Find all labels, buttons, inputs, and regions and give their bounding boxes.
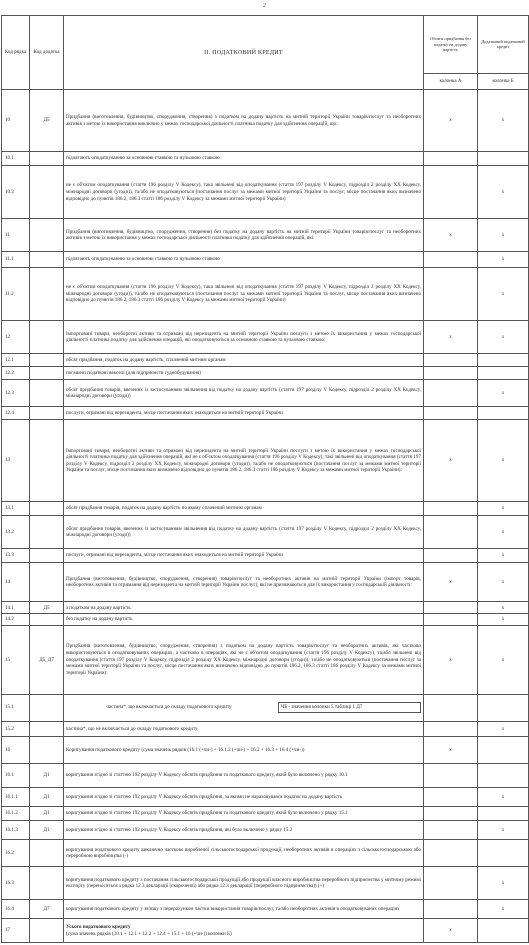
row-code: 16.1.3	[2, 821, 30, 840]
row-description: Коригування податкового кредиту (сума значень рядків (16.1 (+чи-) + 16.1.2 (+чи-) + 16.2 + 16.3 + 16.4 (+чи-))	[64, 737, 424, 764]
row-col-b	[478, 764, 529, 788]
row-description: послуги, отримані від нерезидента, місце постачання яких знаходиться на митній території України	[64, 407, 424, 420]
row-col-a: x	[424, 321, 478, 354]
row-col-a	[424, 380, 478, 407]
table-row	[2, 90, 529, 151]
table-row	[2, 721, 529, 736]
row-deduction-code	[30, 166, 64, 219]
row-code: 17	[2, 919, 30, 943]
row-col-b: x	[478, 380, 529, 407]
row-description: Придбання (виготовлення, будівництво, спорудження, створення) без податку на додану вартість на митній території України товарів/послуг та необоротних активів з метою їх використання у межах господарської діяльності платника податку для здійснення операцій, які:	[64, 219, 424, 252]
row-col-a: x	[424, 737, 478, 764]
row-description: погашені податкові векселі (для підприємств суднобудування)	[64, 367, 424, 380]
row-col-a	[424, 764, 478, 788]
row-code: 11	[2, 219, 30, 252]
table-row	[2, 549, 529, 563]
table-row	[2, 821, 529, 840]
row-description: з податком на додану вартість	[64, 602, 424, 614]
row-deduction-code	[30, 367, 64, 380]
row-col-b	[478, 151, 529, 165]
row-col-a: x	[424, 219, 478, 252]
row-col-b: x	[478, 787, 529, 806]
row-col-a	[424, 721, 478, 736]
row-col-b: x	[478, 166, 529, 219]
row-code: 16.1.1	[2, 787, 30, 806]
col-a-label: колонка А	[424, 73, 478, 90]
row-description: підлягають оподаткуванню за основною ставкою та нульовою ставкою	[64, 252, 424, 267]
header-deduction-code: Код додатка	[30, 16, 64, 90]
row-description: Придбання (виготовлення, будівництво, спорудження, створення) з податком на додану вартість товарів/послуг та необоротних активів, які частково використовуються в оподатковуваних операціях, а частково в операціях, які не є об'єктом оподаткування (стаття 196 розділу V Кодексу), та/або звільнені від оподаткування (стаття 197 розділу V Кодексу, підрозділ 2 розділу XX Кодексу, міжнародні договори (угоди)), та/або не оподатковуються (постачання послуг за межами митної території України та послуг, місце постачання яких визначено відповідно до пунктів 186.2, 186.3 статті 186 розділу V Кодексу за межами митної території України):	[64, 625, 424, 694]
row-deduction-code: Д5, Д7	[30, 625, 64, 694]
row-deduction-code	[30, 737, 64, 764]
header-col-a: Обсяги придбання без податку на додану вартість	[424, 16, 478, 74]
table-row	[2, 267, 529, 320]
row-description: коригування податкового кредиту у зв'язку з перерахунком частки використання товарів/послуг, та/або необоротних активів в оподатковуваних операціях	[64, 900, 424, 919]
table-row	[2, 625, 529, 694]
row-code: 10.2	[2, 166, 30, 219]
table-row	[2, 694, 529, 721]
row-code: 10.1	[2, 151, 30, 165]
table-row	[2, 367, 529, 380]
row-col-b: x	[478, 563, 529, 602]
table-row	[2, 839, 529, 866]
row-description: обсяг придбання товарів, податок на додану вартість по якому сплачений митним органам	[64, 501, 424, 515]
row-col-b: x	[478, 267, 529, 320]
row-code: 13.1	[2, 501, 30, 515]
row-code: 10	[2, 90, 30, 151]
row-deduction-code	[30, 407, 64, 420]
row-code: 12.3	[2, 380, 30, 407]
table-row	[2, 867, 529, 900]
row-col-b: x	[478, 867, 529, 900]
row-deduction-code	[30, 919, 64, 943]
row-col-b: x	[478, 219, 529, 252]
row-title: Усього податкового кредиту	[66, 924, 131, 931]
row-deduction-code	[30, 420, 64, 502]
row-deduction-code	[30, 252, 64, 267]
table-row	[2, 166, 529, 219]
row-deduction-code	[30, 563, 64, 602]
row-code: 16.2	[2, 839, 30, 866]
table-row	[2, 321, 529, 354]
row-description-text: (сума значень рядків (10.1 + 12.1 + 12.2 + 12.4 + 15.1 + 16 (+чи-)) колонки Б)	[66, 930, 232, 937]
row-col-b	[478, 919, 529, 943]
row-col-b: x	[478, 625, 529, 694]
row-col-a	[424, 614, 478, 626]
header-row-code: Код рядка	[2, 16, 30, 90]
row-deduction-code	[30, 839, 64, 866]
table-row	[2, 380, 529, 407]
row-deduction-code	[30, 694, 64, 721]
row-col-b: x	[478, 321, 529, 354]
row-col-b: x	[478, 721, 529, 736]
row-col-a	[424, 267, 478, 320]
row-col-a	[424, 694, 478, 721]
row-col-b	[478, 694, 529, 721]
table-row	[2, 219, 529, 252]
table-row	[2, 806, 529, 820]
row-description: обсяг придбання, податок на додану вартість, сплачений митним органам	[64, 354, 424, 367]
row-deduction-code: Д5	[30, 90, 64, 151]
row-col-a	[424, 867, 478, 900]
header-col-b: Додатковий податковий кредит	[478, 16, 529, 74]
row-code: 16	[2, 737, 30, 764]
row-code: 14.2	[2, 614, 30, 626]
table-row	[2, 614, 529, 626]
row-col-b	[478, 407, 529, 420]
row-deduction-code: Д1	[30, 821, 64, 840]
row-deduction-code	[30, 516, 64, 549]
table-row	[2, 737, 529, 764]
header-row	[2, 16, 529, 74]
row-col-a	[424, 151, 478, 165]
row-description: коригування податкового кредиту з постачання сільськогосподарської продукції або продукції власного виробництва переробного підприємства у митному режимі експорту (переноситься з рядка 12.3 декларації (скороченої) або рядка 12.3 декларації (переробного підприємства)) (+)	[64, 867, 424, 900]
row-deduction-code: Д7	[30, 900, 64, 919]
row-col-b: x	[478, 900, 529, 919]
row-col-a	[424, 821, 478, 840]
row-col-b: x	[478, 614, 529, 626]
row-description: Імпортовані товари, необоротні активи та отримані від нерезидента на митній території України послуги з метою їх використання у межах господарської діяльності платника податку для здійснення операцій, які не є об'єктом оподаткування (стаття 196 розділу V Кодексу), такі звільнені від оподаткування (стаття 197 розділу V Кодексу, підрозділ 2 розділу XX Кодексу, міжнародні договори (угоди)), та/або не оподатковуються (постачання послуг за межами митної території України та послуг, місце постачання яких визначено відповідно до пунктів 186.2, 186.3 статті 186 розділу V Кодексу за межами митної території України):	[64, 420, 424, 502]
row-code: 12.4	[2, 407, 30, 420]
table-row	[2, 516, 529, 549]
row-code: 12.2	[2, 367, 30, 380]
row-col-a	[424, 839, 478, 866]
row-code: 12	[2, 321, 30, 354]
row-col-a	[424, 501, 478, 515]
page-number: 2	[263, 3, 266, 9]
row-deduction-code	[30, 549, 64, 563]
row-description: частина*, що не включається до складу податкового кредиту	[64, 721, 424, 736]
row-description: без податку на додану вартість	[64, 614, 424, 626]
row-col-a	[424, 166, 478, 219]
table-row	[2, 563, 529, 602]
row-description: Придбання (виготовлення, будівництво, спорудження, створення) з податком на додану вартість на митній території України товарів/послуг та необоротних активів з метою їх використання виключно у межах господарської діяльності платника податку для здійснення операцій, що:	[64, 90, 424, 151]
row-col-b	[478, 806, 529, 820]
table-row	[2, 252, 529, 267]
row-deduction-code	[30, 721, 64, 736]
row-col-a	[424, 367, 478, 380]
row-description: коригування податкового кредиту виключно частково виробленої сільськогосподарської продукції, необоротних активів в операціях з сільськогосподарською або переробною виробництва (-)	[64, 839, 424, 866]
row-col-a: x	[424, 90, 478, 151]
row-col-b	[478, 737, 529, 764]
row-note: ЧБ - значення колонки 5 таблиці 1 Д7	[278, 702, 421, 713]
row-col-a	[424, 806, 478, 820]
row-code: 16.1	[2, 764, 30, 788]
row-col-a: x	[424, 919, 478, 943]
row-col-b: x	[478, 549, 529, 563]
row-description: коригування згідно зі статтею 192 розділу V Кодексу обсягів придбання та податкового кредиту, який було включено у рядку 10.1	[64, 764, 424, 788]
row-code: 16.4	[2, 900, 30, 919]
row-col-a: x	[424, 625, 478, 694]
section-title: II. ПОДАТКОВИЙ КРЕДИТ	[64, 16, 424, 90]
table-row	[2, 407, 529, 420]
row-deduction-code	[30, 501, 64, 515]
row-deduction-code: Д5	[30, 602, 64, 614]
table-row	[2, 354, 529, 367]
table-row	[2, 420, 529, 502]
row-description: не є об'єктом оподаткування (стаття 196 розділу V Кодексу), така звільнені від оподаткування (стаття 197 розділу V Кодексу, підрозділ 2 розділу XX Кодексу, міжнародні договори (угоди)), та/або не оподатковуються (постачання послуг за межами митної території України та послуг, місце постачання яких визначено відповідно до пунктів 186.2, 186.3 статті 186 розділу V Кодексу за межами митної території України)	[64, 166, 424, 219]
table-row	[2, 602, 529, 614]
row-col-a	[424, 407, 478, 420]
row-description: коригування згідно зі статтею 192 розділу V Кодексу обсягів придбання, за якими не нараховувався податок на додану вартість	[64, 787, 424, 806]
row-code: 16.3	[2, 867, 30, 900]
row-description: не є об'єктом оподаткування (стаття 196 розділу V Кодексу), така звільнені від оподаткування (стаття 197 розділу V Кодексу, підрозділ 2 розділу XX Кодексу, міжнародні договори (угоди)), та/або не оподатковуються (постачання послуг за межами митної території України та послуг, місце постачання яких визначено відповідно до пунктів 186.2, 186.3 статті 186 розділу V Кодексу за межами митної території України)	[64, 267, 424, 320]
row-col-a	[424, 516, 478, 549]
row-deduction-code	[30, 219, 64, 252]
row-code: 15	[2, 625, 30, 694]
row-col-b: x	[478, 602, 529, 614]
row-deduction-code	[30, 354, 64, 367]
row-description: Імпортовані товари, необоротні активи та отримані від нерезидента на митній території України послуги з метою їх використання у межах господарської діяльності платника податку для здійснення операцій, які оподатковуються за основною ставкою та нульовою ставкою:	[64, 321, 424, 354]
row-col-b	[478, 367, 529, 380]
row-col-b: x	[478, 501, 529, 515]
row-code: 13.2	[2, 516, 30, 549]
row-description	[64, 919, 424, 943]
row-code: 11.2	[2, 267, 30, 320]
row-col-b: x	[478, 516, 529, 549]
row-deduction-code	[30, 867, 64, 900]
row-code: 15.2	[2, 721, 30, 736]
row-description: підлягають оподаткуванню за основною ставкою та нульовою ставкою	[64, 151, 424, 165]
row-description: коригування згідно зі статтею 192 розділу V Кодексу обсягів придбання та податкового кредиту, який було включено у рядку 15.1	[64, 806, 424, 820]
row-deduction-code: Д1	[30, 764, 64, 788]
row-description: коригування згідно зі статтею 192 розділу V Кодексу обсягів придбання, які було включено у рядку 15.2	[64, 821, 424, 840]
row-code: 13	[2, 420, 30, 502]
row-col-a	[424, 900, 478, 919]
row-col-b	[478, 839, 529, 866]
row-deduction-code	[30, 151, 64, 165]
row-code: 15.1	[2, 694, 30, 721]
row-col-a	[424, 787, 478, 806]
row-deduction-code	[30, 267, 64, 320]
table-row	[2, 919, 529, 943]
row-code: 14	[2, 563, 30, 602]
row-code: 13.3	[2, 549, 30, 563]
row-col-a	[424, 354, 478, 367]
row-col-b: x	[478, 90, 529, 151]
row-col-b: x	[478, 252, 529, 267]
row-col-b: x	[478, 420, 529, 502]
row-code: 14.1	[2, 602, 30, 614]
table-row	[2, 151, 529, 165]
table-row	[2, 900, 529, 919]
row-col-b: x	[478, 821, 529, 840]
row-code: 11.1	[2, 252, 30, 267]
row-code: 12.1	[2, 354, 30, 367]
row-col-a	[424, 602, 478, 614]
row-description: послуги, отримані від нерезидента, місце постачання яких знаходиться на митній території України	[64, 549, 424, 563]
tax-credit-table	[1, 15, 529, 943]
table-row	[2, 501, 529, 515]
row-deduction-code: Д1	[30, 806, 64, 820]
row-description	[64, 694, 424, 721]
row-deduction-code	[30, 321, 64, 354]
row-col-a	[424, 252, 478, 267]
row-description: обсяг придбання товарів, ввезених із застосуванням звільнення від податку на додану вартість (стаття 197 розділу V Кодексу, підрозділ 2 розділу XX Кодексу, міжнародні договори (угоди))	[64, 380, 424, 407]
row-col-b	[478, 354, 529, 367]
table-row	[2, 764, 529, 788]
row-col-a: x	[424, 420, 478, 502]
row-deduction-code	[30, 614, 64, 626]
row-description-text: частина*, що включається до складу податкового кредиту	[106, 704, 232, 711]
table-row	[2, 787, 529, 806]
row-description: Придбання (виготовлення, будівництво, спорудження, створення) товарів/послуг та необоротних активів на митній території України (імпорт товарів, необоротних активів та отримання від нерезидента на митній території України послуг), які не призначаються для їх використання у господарській діяльності:	[64, 563, 424, 602]
col-b-label: колонка Б	[478, 73, 529, 90]
row-code: 16.1.2	[2, 806, 30, 820]
row-col-a: x	[424, 563, 478, 602]
row-col-a	[424, 549, 478, 563]
row-deduction-code: Д1	[30, 787, 64, 806]
row-deduction-code	[30, 380, 64, 407]
row-description: обсяг придбання товарів, ввезених із застосуванням звільнення від податку на додану вартість (стаття 197 розділу V Кодексу, підрозділ 2 розділу XX Кодексу, міжнародні договори (угоди))	[64, 516, 424, 549]
